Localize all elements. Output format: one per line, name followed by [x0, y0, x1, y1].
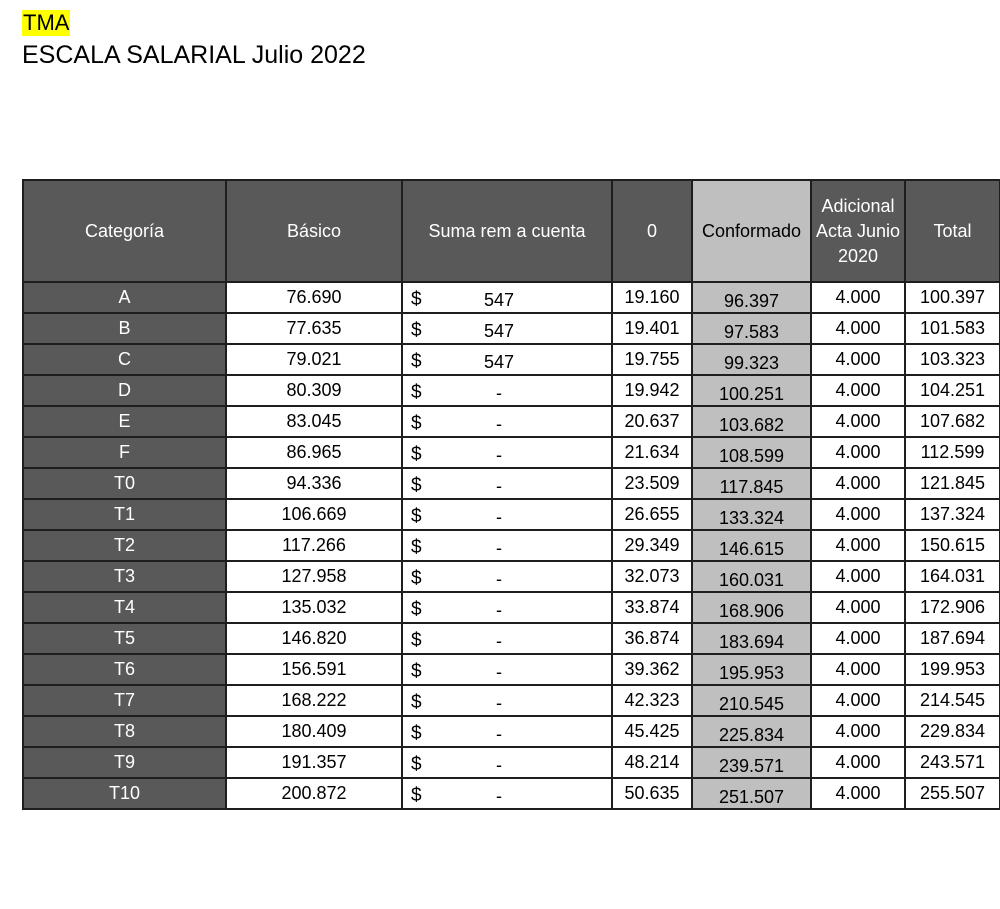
cell-zero-col: 39.362	[612, 654, 692, 685]
table-row	[23, 623, 1000, 654]
cell-adicional: 4.000	[811, 747, 905, 778]
cell-suma-rem	[402, 406, 612, 437]
suma-value: -	[496, 600, 502, 620]
cell-basico: 156.591	[226, 654, 402, 685]
suma-value: -	[496, 724, 502, 744]
cell-adicional: 4.000	[811, 561, 905, 592]
table-row	[23, 592, 1000, 623]
cell-zero-col: 29.349	[612, 530, 692, 561]
suma-value: -	[496, 755, 502, 775]
cell-zero-col: 26.655	[612, 499, 692, 530]
cell-conformado: 168.906	[692, 592, 811, 623]
cell-zero-col: 33.874	[612, 592, 692, 623]
cell-conformado: 96.397	[692, 282, 811, 313]
cell-categoria: F	[23, 437, 226, 468]
cell-categoria: T6	[23, 654, 226, 685]
cell-adicional: 4.000	[811, 437, 905, 468]
cell-basico: 76.690	[226, 282, 402, 313]
currency-symbol: $	[411, 630, 422, 651]
cell-total: 121.845	[905, 468, 1000, 499]
cell-suma-rem	[402, 654, 612, 685]
cell-adicional: 4.000	[811, 499, 905, 530]
cell-adicional: 4.000	[811, 468, 905, 499]
cell-suma-rem	[402, 499, 612, 530]
cell-categoria: T10	[23, 778, 226, 809]
suma-value: 547	[483, 352, 515, 372]
cell-total: 104.251	[905, 375, 1000, 406]
cell-adicional: 4.000	[811, 654, 905, 685]
table-header-row	[23, 180, 1000, 282]
cell-categoria: T5	[23, 623, 226, 654]
table-row	[23, 654, 1000, 685]
header-basico: Básico	[226, 180, 402, 282]
table-row	[23, 561, 1000, 592]
salary-scale-table	[22, 179, 1000, 810]
header-zero: 0	[612, 180, 692, 282]
cell-suma-rem	[402, 375, 612, 406]
cell-basico: 146.820	[226, 623, 402, 654]
cell-conformado: 99.323	[692, 344, 811, 375]
suma-value: -	[496, 662, 502, 682]
cell-basico: 135.032	[226, 592, 402, 623]
cell-total: 229.834	[905, 716, 1000, 747]
cell-categoria: C	[23, 344, 226, 375]
cell-conformado: 225.834	[692, 716, 811, 747]
table-row	[23, 375, 1000, 406]
suma-value: -	[496, 569, 502, 589]
table-row	[23, 716, 1000, 747]
cell-conformado: 97.583	[692, 313, 811, 344]
suma-value: -	[496, 693, 502, 713]
cell-basico: 117.266	[226, 530, 402, 561]
cell-categoria: D	[23, 375, 226, 406]
table-row	[23, 406, 1000, 437]
cell-adicional: 4.000	[811, 344, 905, 375]
currency-symbol: $	[411, 537, 422, 558]
cell-basico: 127.958	[226, 561, 402, 592]
cell-suma-rem	[402, 592, 612, 623]
suma-value: -	[496, 786, 502, 806]
cell-conformado: 210.545	[692, 685, 811, 716]
header-categoria: Categoría	[23, 180, 226, 282]
cell-total: 137.324	[905, 499, 1000, 530]
cell-conformado: 108.599	[692, 437, 811, 468]
cell-adicional: 4.000	[811, 778, 905, 809]
cell-categoria: T0	[23, 468, 226, 499]
table-row	[23, 437, 1000, 468]
cell-zero-col: 19.942	[612, 375, 692, 406]
cell-zero-col: 45.425	[612, 716, 692, 747]
cell-basico: 168.222	[226, 685, 402, 716]
cell-categoria: T1	[23, 499, 226, 530]
cell-conformado: 117.845	[692, 468, 811, 499]
cell-suma-rem	[402, 344, 612, 375]
suma-value: 547	[483, 290, 515, 310]
header-suma-rem: Suma rem a cuenta	[402, 180, 612, 282]
currency-symbol: $	[411, 444, 422, 465]
cell-total: 164.031	[905, 561, 1000, 592]
cell-adicional: 4.000	[811, 685, 905, 716]
currency-symbol: $	[411, 599, 422, 620]
suma-value: -	[496, 414, 502, 434]
cell-categoria: T8	[23, 716, 226, 747]
cell-total: 112.599	[905, 437, 1000, 468]
cell-suma-rem	[402, 530, 612, 561]
cell-categoria: T4	[23, 592, 226, 623]
cell-total: 172.906	[905, 592, 1000, 623]
header-conformado: Conformado	[692, 180, 811, 282]
cell-zero-col: 48.214	[612, 747, 692, 778]
cell-suma-rem	[402, 623, 612, 654]
cell-adicional: 4.000	[811, 716, 905, 747]
cell-basico: 106.669	[226, 499, 402, 530]
currency-symbol: $	[411, 382, 422, 403]
table-row	[23, 468, 1000, 499]
page-title: ESCALA SALARIAL Julio 2022	[22, 41, 366, 69]
cell-categoria: T2	[23, 530, 226, 561]
suma-value: -	[496, 476, 502, 496]
table-row	[23, 282, 1000, 313]
cell-zero-col: 19.755	[612, 344, 692, 375]
cell-conformado: 100.251	[692, 375, 811, 406]
table-row	[23, 344, 1000, 375]
currency-symbol: $	[411, 506, 422, 527]
cell-zero-col: 42.323	[612, 685, 692, 716]
cell-conformado: 146.615	[692, 530, 811, 561]
cell-basico: 79.021	[226, 344, 402, 375]
suma-value: -	[496, 445, 502, 465]
currency-symbol: $	[411, 661, 422, 682]
table-row	[23, 778, 1000, 809]
cell-total: 255.507	[905, 778, 1000, 809]
suma-value: -	[496, 383, 502, 403]
cell-zero-col: 20.637	[612, 406, 692, 437]
cell-suma-rem	[402, 313, 612, 344]
cell-basico: 77.635	[226, 313, 402, 344]
cell-zero-col: 36.874	[612, 623, 692, 654]
cell-suma-rem	[402, 716, 612, 747]
table-row	[23, 499, 1000, 530]
cell-basico: 191.357	[226, 747, 402, 778]
currency-symbol: $	[411, 351, 422, 372]
cell-total: 199.953	[905, 654, 1000, 685]
cell-categoria: B	[23, 313, 226, 344]
cell-suma-rem	[402, 685, 612, 716]
cell-suma-rem	[402, 437, 612, 468]
cell-suma-rem	[402, 747, 612, 778]
cell-total: 243.571	[905, 747, 1000, 778]
header-adicional: Adicional Acta Junio 2020	[811, 180, 905, 282]
cell-suma-rem	[402, 561, 612, 592]
currency-symbol: $	[411, 754, 422, 775]
cell-basico: 83.045	[226, 406, 402, 437]
cell-zero-col: 19.401	[612, 313, 692, 344]
cell-zero-col: 32.073	[612, 561, 692, 592]
currency-symbol: $	[411, 723, 422, 744]
cell-categoria: T7	[23, 685, 226, 716]
cell-total: 100.397	[905, 282, 1000, 313]
cell-zero-col: 21.634	[612, 437, 692, 468]
cell-basico: 94.336	[226, 468, 402, 499]
currency-symbol: $	[411, 785, 422, 806]
table-row	[23, 747, 1000, 778]
cell-adicional: 4.000	[811, 406, 905, 437]
cell-conformado: 160.031	[692, 561, 811, 592]
cell-conformado: 251.507	[692, 778, 811, 809]
cell-total: 103.323	[905, 344, 1000, 375]
cell-categoria: E	[23, 406, 226, 437]
currency-symbol: $	[411, 692, 422, 713]
cell-basico: 86.965	[226, 437, 402, 468]
cell-suma-rem	[402, 282, 612, 313]
table-row	[23, 530, 1000, 561]
cell-suma-rem	[402, 468, 612, 499]
cell-basico: 200.872	[226, 778, 402, 809]
table-row	[23, 685, 1000, 716]
currency-symbol: $	[411, 413, 422, 434]
cell-suma-rem	[402, 778, 612, 809]
cell-basico: 80.309	[226, 375, 402, 406]
cell-conformado: 239.571	[692, 747, 811, 778]
header-total: Total	[905, 180, 1000, 282]
cell-conformado: 133.324	[692, 499, 811, 530]
cell-adicional: 4.000	[811, 313, 905, 344]
suma-value: -	[496, 538, 502, 558]
cell-categoria: A	[23, 282, 226, 313]
cell-adicional: 4.000	[811, 375, 905, 406]
currency-symbol: $	[411, 475, 422, 496]
highlighted-tag: TMA	[23, 10, 70, 35]
cell-total: 107.682	[905, 406, 1000, 437]
cell-categoria: T3	[23, 561, 226, 592]
cell-basico: 180.409	[226, 716, 402, 747]
cell-conformado: 183.694	[692, 623, 811, 654]
cell-categoria: T9	[23, 747, 226, 778]
cell-zero-col: 50.635	[612, 778, 692, 809]
currency-symbol: $	[411, 289, 422, 310]
cell-adicional: 4.000	[811, 282, 905, 313]
suma-value: 547	[483, 321, 515, 341]
table-row	[23, 313, 1000, 344]
cell-zero-col: 23.509	[612, 468, 692, 499]
cell-total: 101.583	[905, 313, 1000, 344]
cell-conformado: 195.953	[692, 654, 811, 685]
cell-adicional: 4.000	[811, 530, 905, 561]
suma-value: -	[496, 507, 502, 527]
cell-total: 214.545	[905, 685, 1000, 716]
cell-total: 150.615	[905, 530, 1000, 561]
currency-symbol: $	[411, 568, 422, 589]
cell-adicional: 4.000	[811, 623, 905, 654]
cell-adicional: 4.000	[811, 592, 905, 623]
currency-symbol: $	[411, 320, 422, 341]
cell-total: 187.694	[905, 623, 1000, 654]
suma-value: -	[496, 631, 502, 651]
cell-conformado: 103.682	[692, 406, 811, 437]
cell-zero-col: 19.160	[612, 282, 692, 313]
